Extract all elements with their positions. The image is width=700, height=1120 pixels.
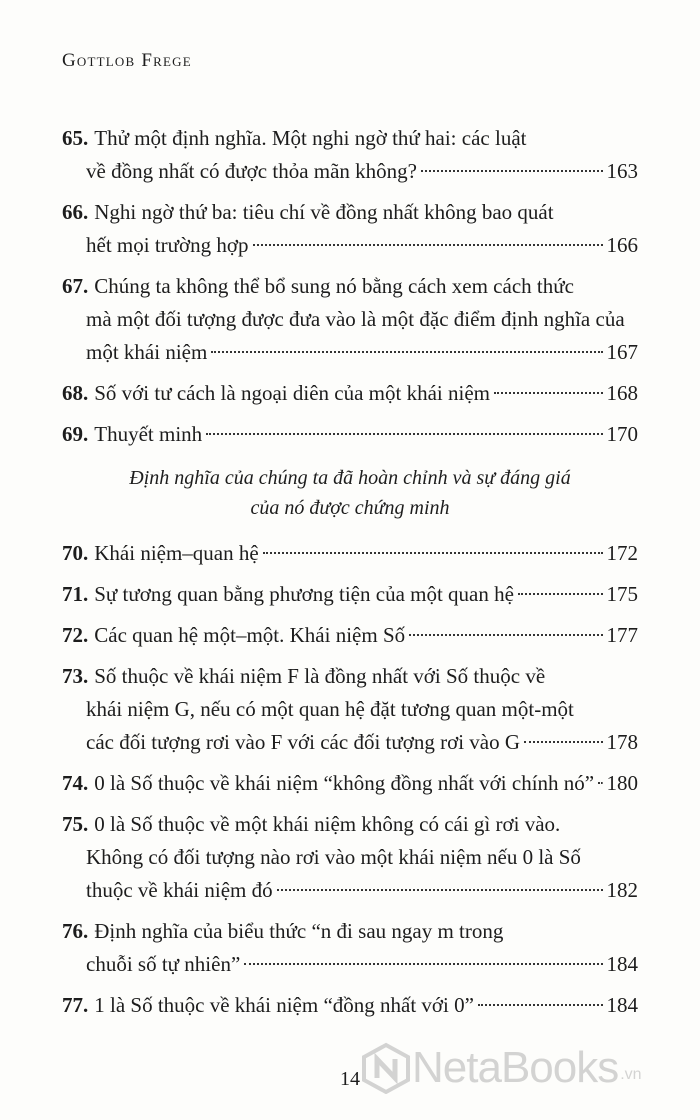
toc-entry-line: [62, 841, 638, 874]
toc-entry-number: 73.: [62, 664, 89, 688]
toc-entry: [62, 660, 638, 759]
watermark-brand: NetaBooks: [412, 1043, 619, 1092]
running-header: Gottlob Frege: [62, 50, 192, 71]
watermark-suffix: .vn: [620, 1066, 642, 1083]
toc-entry-line: [62, 418, 638, 451]
toc-entry: [62, 122, 638, 188]
toc-entry: [62, 578, 638, 611]
toc-entry-number: 72.: [62, 623, 89, 647]
toc-entry-page: 184: [606, 952, 638, 976]
toc-entry-text: 0 là Số thuộc về khái niệm “không đồng nhất với chính nó”: [94, 771, 595, 795]
toc-entry-text: chuỗi số tự nhiên”: [86, 952, 241, 976]
dot-leader: [598, 782, 602, 784]
toc-entry-text: Chúng ta không thể bổ sung nó bằng cách xem cách thức: [94, 274, 574, 298]
dot-leader: [524, 741, 602, 743]
toc-entry: [62, 767, 638, 800]
toc-entry-text: hết mọi trường hợp: [86, 233, 249, 257]
toc-entry-number: 76.: [62, 919, 89, 943]
section-heading-line-1: Định nghĩa của chúng ta đã hoàn chỉnh và sự đáng giá: [129, 467, 571, 489]
toc-entry-page: 163: [606, 159, 638, 183]
toc-entry: [62, 537, 638, 570]
toc-entry-number: 71.: [62, 582, 89, 606]
toc-group-2: [62, 537, 638, 1022]
toc-entry-line: [62, 660, 638, 693]
toc-entry-line: [62, 619, 638, 652]
dot-leader: [211, 351, 602, 353]
toc-entry-line: [62, 578, 638, 611]
dot-leader: [263, 552, 603, 554]
toc-entry-text: Sự tương quan bằng phương tiện của một quan hệ: [94, 582, 514, 606]
toc-entry-number: 66.: [62, 200, 89, 224]
dot-leader: [421, 170, 603, 172]
toc-entry-number: 70.: [62, 541, 89, 565]
dot-leader: [409, 634, 602, 636]
section-heading-line-2: của nó được chứng minh: [250, 497, 450, 519]
toc-group-1: [62, 122, 638, 451]
toc-entry-line: [62, 693, 638, 726]
toc-entry-line: [62, 915, 638, 948]
toc-entry-line: [62, 767, 638, 800]
toc-entry-line: [62, 196, 638, 229]
toc-entry-text: Thử một định nghĩa. Một nghi ngờ thứ hai: các luật: [94, 126, 527, 150]
toc-entry-page: 180: [606, 771, 638, 795]
toc-entry-page: 166: [606, 233, 638, 257]
toc-entry-line: [62, 155, 638, 188]
toc-entry-number: 69.: [62, 422, 89, 446]
toc-entry-number: 65.: [62, 126, 89, 150]
toc-entry-text: Nghi ngờ thứ ba: tiêu chí về đồng nhất không bao quát: [94, 200, 554, 224]
toc-entry-number: 68.: [62, 381, 89, 405]
toc-entry-line: [62, 948, 638, 981]
page-number: 14: [340, 1068, 360, 1090]
toc-entry-page: 167: [606, 340, 638, 364]
toc-entry-page: 172: [606, 541, 638, 565]
toc-entry-number: 77.: [62, 993, 89, 1017]
toc-entry: [62, 418, 638, 451]
dot-leader: [478, 1004, 603, 1006]
toc-entry: [62, 915, 638, 981]
toc-entry-line: [62, 270, 638, 303]
toc-entry: [62, 808, 638, 907]
toc-entry-text: Khái niệm–quan hệ: [94, 541, 259, 565]
toc-entry-text: mà một đối tượng được đưa vào là một đặc điểm định nghĩa của: [86, 307, 625, 331]
toc-entry-text: Các quan hệ một–một. Khái niệm Số: [94, 623, 406, 647]
netabooks-logo-icon: [360, 1042, 412, 1094]
toc-entry-page: 175: [606, 582, 638, 606]
dot-leader: [494, 392, 603, 394]
toc-entry-line: [62, 377, 638, 410]
toc-entry-line: [62, 336, 638, 369]
toc-entry: [62, 270, 638, 369]
toc-entry-page: 178: [606, 730, 638, 754]
toc-entry-text: 0 là Số thuộc về một khái niệm không có cái gì rơi vào.: [94, 812, 561, 836]
toc-entry-text: khái niệm G, nếu có một quan hệ đặt tương quan một-một: [86, 697, 574, 721]
toc-entry-page: 177: [606, 623, 638, 647]
section-heading: [62, 463, 638, 523]
toc-entry-number: 75.: [62, 812, 89, 836]
toc-entry: [62, 989, 638, 1022]
toc-entry: [62, 377, 638, 410]
toc-entry: [62, 196, 638, 262]
toc-entry-text: Định nghĩa của biểu thức “n đi sau ngay m trong: [94, 919, 504, 943]
toc-entry-number: 67.: [62, 274, 89, 298]
toc-entry-line: [62, 874, 638, 907]
toc-entry-text: Thuyết minh: [94, 422, 203, 446]
toc-entry-line: [62, 989, 638, 1022]
toc-entry-text: về đồng nhất có được thỏa mãn không?: [86, 159, 417, 183]
dot-leader: [244, 963, 602, 965]
dot-leader: [277, 889, 603, 891]
toc-entry-page: 182: [606, 878, 638, 902]
toc-entry-line: [62, 122, 638, 155]
toc-entry-line: [62, 726, 638, 759]
dot-leader: [253, 244, 603, 246]
toc-entry-text: Không có đối tượng nào rơi vào một khái niệm nếu 0 là Số: [86, 845, 581, 869]
toc-entry: [62, 619, 638, 652]
toc-entry-text: thuộc về khái niệm đó: [86, 878, 273, 902]
toc-entry-line: [62, 229, 638, 262]
toc-entry-line: [62, 303, 638, 336]
toc-entry-line: [62, 808, 638, 841]
toc-entry-text: các đối tượng rơi vào F với các đối tượng rơi vào G: [86, 730, 521, 754]
dot-leader: [518, 593, 603, 595]
toc-entry-text: 1 là Số thuộc về khái niệm “đồng nhất với 0”: [94, 993, 474, 1017]
toc-entry-text: Số thuộc về khái niệm F là đồng nhất với Số thuộc về: [94, 664, 546, 688]
toc-entry-text: một khái niệm: [86, 340, 208, 364]
toc-entry-page: 170: [606, 422, 638, 446]
toc-entry-number: 74.: [62, 771, 89, 795]
toc-entry-page: 184: [606, 993, 638, 1017]
toc-entry-line: [62, 537, 638, 570]
table-of-contents: [62, 122, 638, 1030]
dot-leader: [206, 433, 602, 435]
watermark-logo: [360, 1042, 642, 1094]
toc-entry-page: 168: [606, 381, 638, 405]
toc-entry-text: Số với tư cách là ngoại diên của một khái niệm: [94, 381, 490, 405]
